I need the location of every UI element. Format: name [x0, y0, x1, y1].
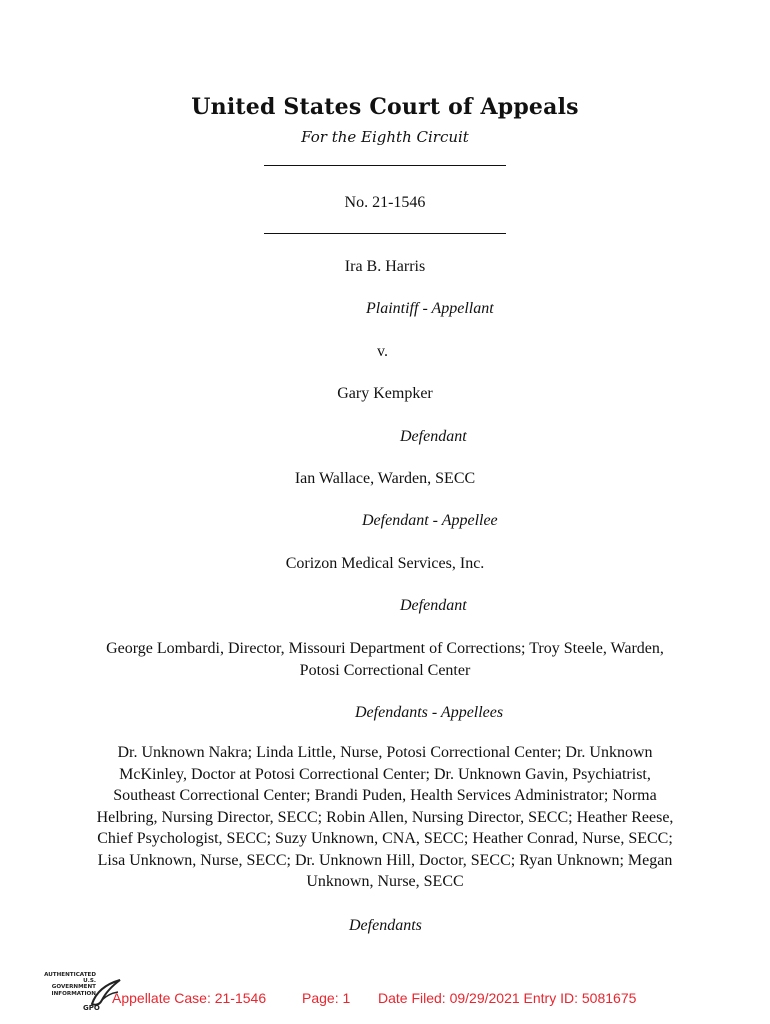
defendant-group: George Lombardi, Director, Missouri Department of Corrections; Troy Steele, Warden, Potosi Correctional Center: [106, 640, 664, 679]
defendant-name: Gary Kempker: [337, 385, 433, 402]
date-stamp: Date Filed: 09/29/2021 Entry ID: 5081675: [378, 990, 637, 1006]
defendant-role: Defendant: [400, 428, 467, 445]
page-stamp: Page: 1: [302, 990, 351, 1006]
defendant-name: Ian Wallace, Warden, SECC: [294, 470, 476, 487]
defendant-name: Corizon Medical Services, Inc.: [285, 555, 485, 572]
versus: v.: [377, 343, 388, 360]
defendant-group-role: Defendants: [349, 917, 422, 934]
gpo-seal-text: AUTHENTICATED U.S. GOVERNMENT INFORMATION: [44, 972, 96, 997]
plaintiff-role: Plaintiff - Appellant: [366, 300, 494, 317]
case-number: No. 21-1546: [344, 194, 426, 211]
court-title: United States Court of Appeals: [191, 94, 579, 120]
circuit-subtitle: For the Eighth Circuit: [301, 128, 469, 146]
defendant-group: Dr. Unknown Nakra; Linda Little, Nurse, Potosi Correctional Center; Dr. Unknown McKinley, Doctor at Potosi Correctional Center; Dr. Unknown Gavin, Psychiatrist, Southeast Correctional Center; Brandi Puden, Health Services Administrator; Norma Helbring, Nursing Director, SECC; Robin Allen, Nursing Director, SECC; Heather Reese, Chief Psychologist, SECC; Suzy Unknown, CNA, SECC; Heather Conrad, Nurse, SECC; Lisa Unknown, Nurse, SECC; Dr. Unknown Hill, Doctor, SECC; Ryan Unknown; Megan Unknown, Nurse, SECC: [96, 744, 674, 890]
divider-top: [264, 165, 506, 166]
gpo-authentication-seal: [40, 972, 120, 1020]
defendant-role: Defendant: [400, 597, 467, 614]
plaintiff-name: Ira B. Harris: [344, 258, 426, 275]
defendant-group-role: Defendants - Appellees: [355, 704, 504, 721]
gpo-label: GPO: [83, 1004, 100, 1012]
page-footer: [0, 972, 770, 1024]
defendant-role: Defendant - Appellee: [362, 512, 498, 529]
case-stamp: Appellate Case: 21-1546: [112, 990, 267, 1006]
divider-bottom: [264, 233, 506, 234]
